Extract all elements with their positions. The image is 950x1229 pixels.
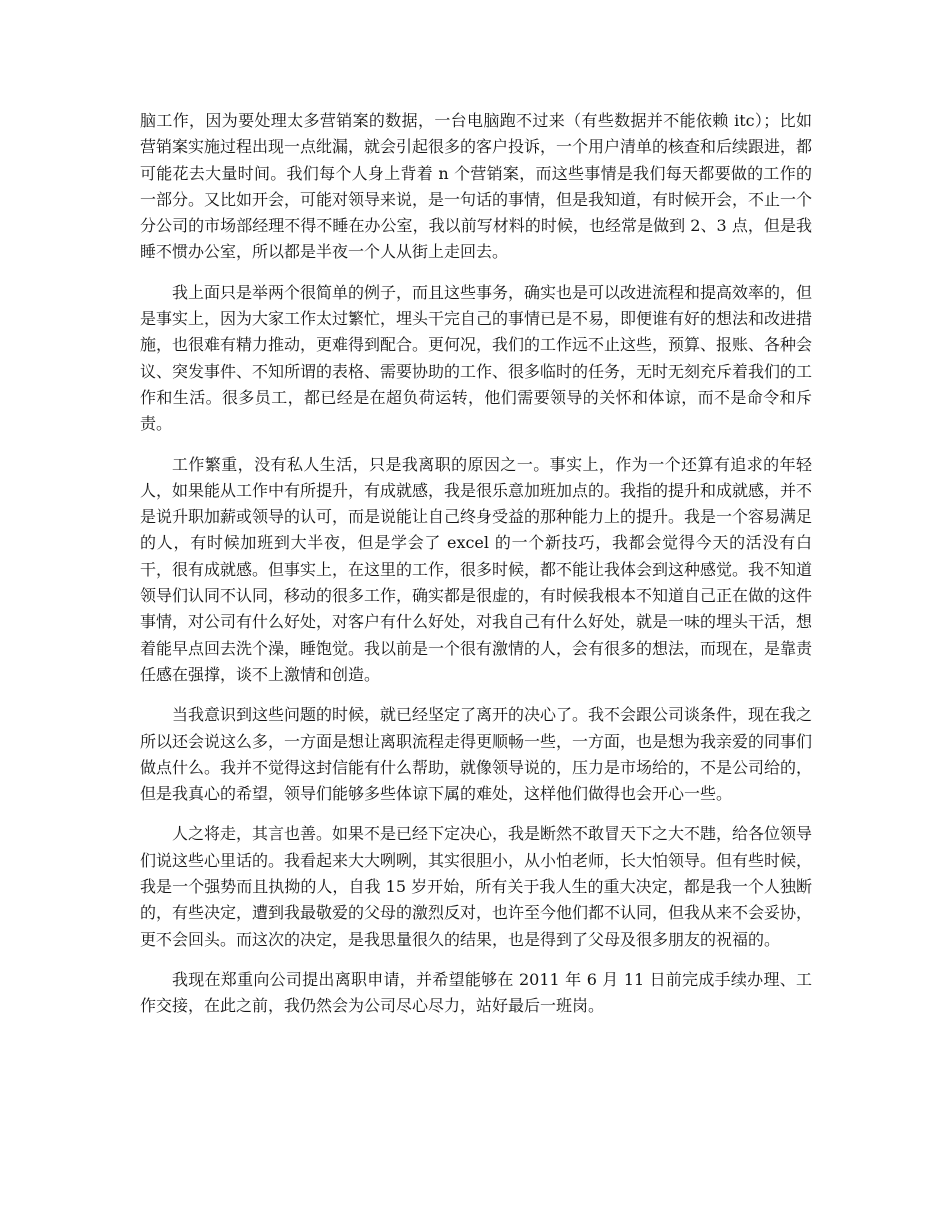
- paragraph-2: 我上面只是举两个很简单的例子，而且这些事务，确实也是可以改进流程和提高效率的，但是事实上，因为大家工作太过繁忙，埋头干完自己的事情已是不易，即便谁有好的想法和改进措施，也很难有精力推动，更难得到配合。更何况，我们的工作远不止这些，预算、报账、各种会议、突发事件、不知所谓的表格、需要协助的工作、很多临时的任务，无时无刻充斥着我们的工作和生活。很多员工，都已经是在超负荷运转，他们需要领导的关怀和体谅，而不是命令和斥责。: [140, 282, 813, 434]
- paragraph-1: 脑工作，因为要处理太多营销案的数据，一台电脑跑不过来（有些数据并不能依赖 itc）；比如营销案实施过程出现一点纰漏，就会引起很多的客户投诉，一个用户清单的核查和后续跟进，都可能花去大量时间。我们每个人身上背着 n 个营销案，而这些事情是我们每天都要做的工作的一部分。又比如开会，可能对领导来说，是一句话的事情，但是我知道，有时候开会，不止一个分公司的市场部经理不得不睡在办公室，我以前写材料的时候，也经常是做到 2、3 点，但是我睡不惯办公室，所以都是半夜一个人从街上走回去。: [140, 111, 813, 262]
- paragraph-5: 人之将走，其言也善。如果不是已经下定决心，我是断然不敢冒天下之大不韪，给各位领导们说这些心里话的。我看起来大大咧咧，其实很胆小，从小怕老师，长大怕领导。但有些时候，我是一个强势而且执拗的人，自我 15 岁开始，所有关于我人生的重大决定，都是我一个人独断的，有些决定，遭到我最敬爱的父母的激烈反对，也许至今他们都不认同，但我从来不会妥协，更不会回头。而这次的决定，是我思量很久的结果，也是得到了父母及很多朋友的祝福的。: [140, 824, 813, 949]
- paragraph-6: 我现在郑重向公司提出离职申请，并希望能够在 2011 年 6 月 11 日前完成手续办理、工作交接，在此之前，我仍然会为公司尽心尽力，站好最后一班岗。: [140, 969, 812, 1016]
- paragraph-3: 工作繁重，没有私人生活，只是我离职的原因之一。事实上，作为一个还算有追求的年轻人，如果能从工作中有所提升，有成就感，我是很乐意加班加点的。我指的提升和成就感，并不是说升职加薪或领导的认可，而是说能让自己终身受益的那种能力上的提升。我是一个容易满足的人，有时候加班到大半夜，但是学会了 excel 的一个新技巧，我都会觉得今天的活没有白干，很有成就感。但事实上，在这里的工作，很多时候，都不能让我体会到这种感觉。我不知道领导们认同不认同，移动的很多工作，确实都是很虚的，有时候我根本不知道自己正在做的这件事情，对公司有什么好处，对客户有什么好处，对我自己有什么好处，就是一味的埋头干活，想着能早点回去洗个澡，睡饱觉。我以前是一个很有激情的人，会有很多的想法，而现在，是靠责任感在强撑，谈不上激情和创造。: [140, 454, 813, 684]
- paragraph-4: 当我意识到这些问题的时候，就已经坚定了离开的决心了。我不会跟公司谈条件，现在我之所以还会说这么多，一方面是想让离职流程走得更顺畅一些，一方面，也是想为我亲爱的同事们做点什么。我并不觉得这封信能有什么帮助，就像领导说的，压力是市场给的，不是公司给的，但是我真心的希望，领导们能够多些体谅下属的难处，这样他们做得也会开心一些。: [140, 705, 813, 804]
- document-body: [140, 108, 812, 1034]
